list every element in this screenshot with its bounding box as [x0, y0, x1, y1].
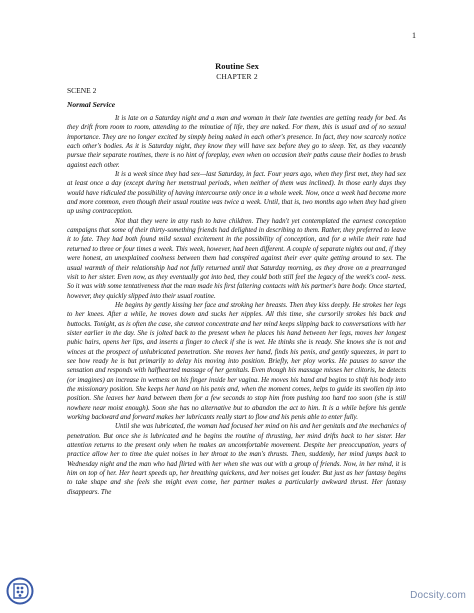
page-title: Routine Sex [215, 61, 259, 71]
section-heading: Normal Service [67, 100, 116, 109]
chapter-label: CHAPTER 2 [216, 72, 258, 81]
paragraph: Until she was lubricated, the woman had focused her mind on his and her genitals and the mechanics of penetration. But once she is lubricated and he begins the routine of thrusting, her mind drifts back to her sister. Her attention returns to the present only when he makes an uncomfortable movement. Despite her preoccupation, years of practice allow her to time the quiet noises in her throat to the man's thrusts. Then, suddenly, her mind jumps back to Wednesday night and the man who had flirted with her when she was out with a group of friends. Now, in her mind, it is him on top of her. Her heart speeds up, her breathing quickens, and her noises get louder. But just as her fantasy begins to take shape and she feels she might even come, her partner makes a particularly awkward thrust. Her fantasy disappears. The [67, 422, 406, 496]
docsity-logo-icon[interactable] [6, 577, 34, 605]
brand-link[interactable]: Docsity.com [410, 590, 466, 601]
page-number: 1 [412, 31, 416, 40]
paragraph: It is late on a Saturday night and a man and woman in their late twenties are getting ready for bed. As they drift from room to room, attending to the minutiae of life, they are naked. For them, this is usual and of no sexual importance. They are no longer excited by simply being naked in each other's presence. In fact, they now scarcely notice each other's bodies. As it is Saturday night, they know they will have sex before they go to sleep. Yet, as they vacantly pursue their separate routines, there is no hint of foreplay, even when on occasion their paths cause their bodies to brush against each other. [67, 114, 406, 169]
scene-label: SCENE 2 [67, 86, 97, 95]
body-text [67, 114, 406, 497]
paragraph: He begins by gently kissing her face and stroking her breasts. Then they kiss deeply. He strokes her legs to her knees. After a while, he moves down and sucks her nipples. All this time, she cursorily strokes his back and buttocks. Tonight, as is often the case, she cannot concentrate and her mind keeps slipping back to conversations with her sister earlier in the day. She is jolted back to the present when he places his hand between her legs, moves her longest pubic hairs, opens her lips, and inserts a finger to check if she is wet. He thinks she is ready. She knows she is not and winces at the prospect of unlubricated penetration. She moves her hand, finds his penis, and gently squeezes, in part to see how ready he is but primarily to delay his moving into position. Briefly, her ploy works. He pauses to savor the sensation and responds with halfhearted massage of her genitals. Even though his massage misses her clitoris, he detects (or imagines) an increase in wetness on his finger inside her vagina. He moves his hand and begins to shift his body into the missionary position. She keeps her hand on his penis and, when the moment comes, helps to guide its swollen tip into position. She leaves her hand between them for a few seconds to stop him from pushing too hard too soon (she is still nowhere near moist enough). Soon she has no alternative but to abandon the act to him. It is a while before his gentle working backward and forward makes her lubricants really start to flow and his penis able to enter fully. [67, 300, 406, 421]
paragraph: Not that they were in any rush to have children. They hadn't yet contemplated the earnest conception campaigns that some of their thirty-something friends had delighted in describing to them. Rather, they preferred to leave it to fate. They had both found mild sexual excitement in the possibility of conception, and for a while their rate had returned to three or four times a week. This week, however, had been different. A couple of separate nights out and, if they were honest, an unexplained coolness between them had conspired against their ever quite getting around to sex. The usual warmth of their relationship had not fully returned until that Saturday morning, as they drove on a prearranged visit to her sister. Even now, as they eventually got into bed, they could both still feel the legacy of the week's cool- ness. So it was with some tentativeness that the man made his first faltering contacts with his partner's bare body. Once started, however, they quickly slipped into their usual routine. [67, 216, 406, 300]
paragraph: It is a week since they had sex—last Saturday, in fact. Four years ago, when they first met, they had sex at least once a day (except during her menstrual periods, when neither of them was inclined). In those early days they would have ridiculed the possibility of having intercourse only once in a whole week. Now, once a week had become more and more common, even though their usual routine was twice a week. Until, that is, two months ago when they had given up using contraception. [67, 170, 406, 216]
